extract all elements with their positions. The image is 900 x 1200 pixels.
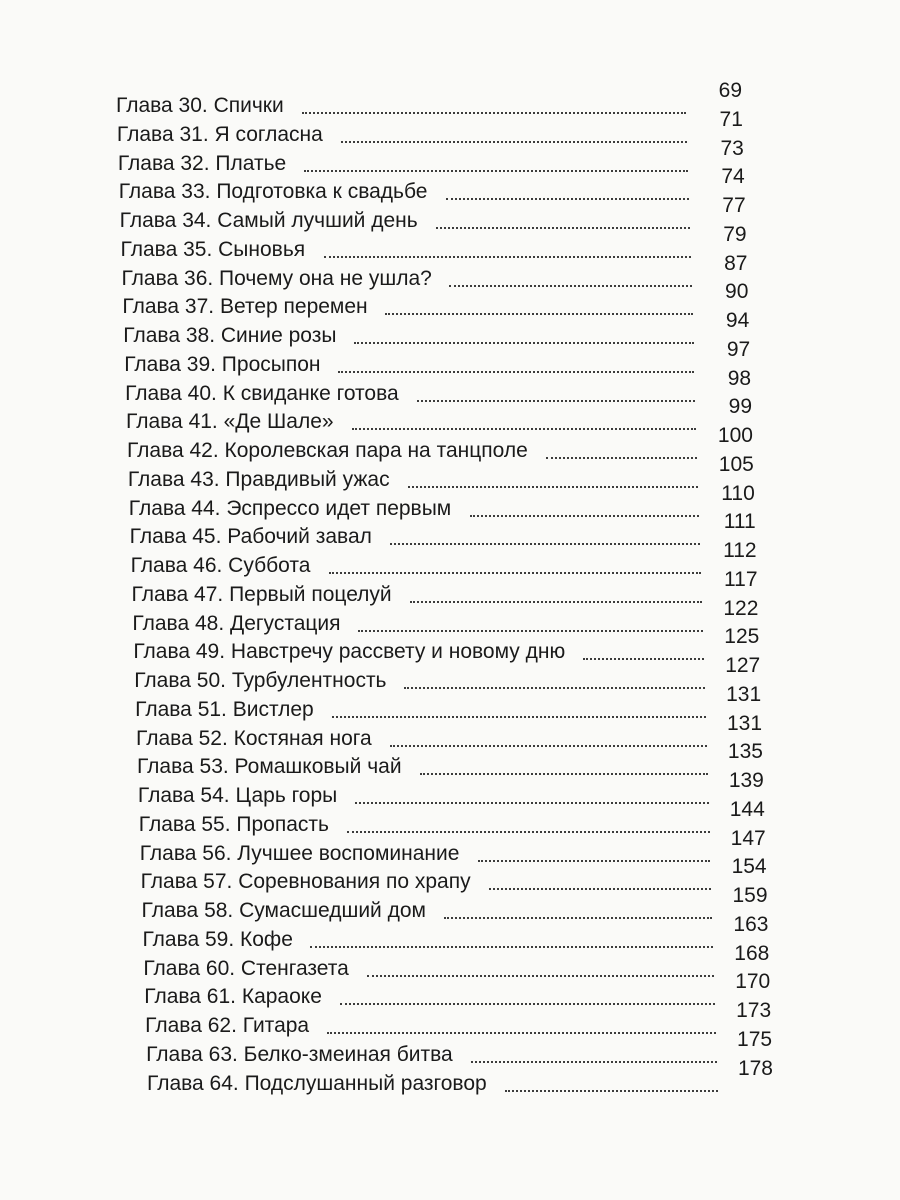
dot-leader [505,1084,718,1092]
chapter-title: Глава 52. Костяная нога [136,726,372,750]
toc-entry [119,194,900,235]
dot-leader [341,135,687,143]
page-number: 170 [735,970,771,994]
chapter-title: Глава 37. Ветер перемен [122,295,368,319]
dot-leader [583,652,704,660]
dot-leader [310,940,713,948]
page-number: 79 [723,222,747,246]
chapter-title: Глава 57. Соревнования по храпу [140,870,471,894]
toc-entry [141,884,900,925]
toc-entry [128,481,900,523]
toc-entry [145,999,900,1040]
page-number: 178 [737,1056,773,1080]
chapter-title: Глава 38. Синие розы [123,324,337,347]
chapter-title: Глава 31. Я согласна [116,122,323,146]
chapter-title: Глава 64. Подслушанный разговор [147,1071,487,1095]
chapter-title: Глава 51. Вистлер [135,697,314,721]
dot-leader [410,595,703,603]
chapter-title: Глава 61. Караоке [144,985,322,1009]
toc-entry [146,1027,900,1069]
toc-entry [126,395,900,436]
dot-leader [446,192,689,200]
toc-entry [136,740,900,781]
chapter-title: Глава 34. Самый лучший день [119,209,418,232]
dot-leader [420,767,708,775]
dot-leader [329,566,701,574]
page-number: 144 [729,797,765,821]
dot-leader [385,307,692,315]
page-number: 125 [724,625,760,649]
page-number: 73 [720,136,744,160]
chapter-title: Глава 32. Платье [117,151,287,175]
toc-entry [120,222,900,264]
dot-leader [408,480,698,488]
page-number: 175 [737,1027,773,1051]
dot-leader [471,1055,717,1063]
toc-entry [134,654,900,695]
page-number: 74 [721,165,745,189]
dot-leader [478,854,711,862]
chapter-title: Глава 46. Суббота [130,554,311,577]
toc-entry [124,337,900,379]
page-number: 159 [732,884,768,907]
toc-entry [125,366,900,408]
chapter-title: Глава 41. «Де Шале» [126,410,334,434]
toc-entry [118,165,900,206]
toc-entry [133,625,900,666]
toc-entry [131,567,900,609]
dot-leader [404,681,705,689]
dot-leader [390,739,707,747]
page-number: 127 [725,654,761,677]
chapter-title: Глава 58. Сумасшедший дом [141,899,426,922]
page-number: 139 [728,769,764,792]
toc-entry [147,1056,900,1098]
dot-leader [444,911,713,919]
toc-entry [116,107,900,149]
toc-entry [122,280,900,321]
chapter-title: Глава 62. Гитара [145,1014,310,1037]
page-number: 112 [723,539,757,562]
chapter-title: Глава 54. Царь горы [137,784,338,807]
toc-entry [139,826,900,868]
page-number: 94 [725,309,750,332]
chapter-title: Глава 55. Пропасть [138,812,329,836]
dot-leader [470,509,699,517]
toc-entry [140,855,900,896]
chapter-title: Глава 59. Кофе [142,927,293,951]
toc-entry [117,136,900,178]
dot-leader [355,796,709,804]
chapter-title: Глава 53. Ромашковый чай [136,755,402,779]
page-number: 163 [733,912,769,936]
toc-entry [132,596,900,638]
dot-leader [340,997,715,1005]
dot-leader [489,882,712,890]
dot-leader [417,394,695,402]
chapter-title: Глава 43. Правдивый ужас [127,467,390,491]
dot-leader [352,422,696,430]
page-number: 154 [731,855,767,879]
page-number: 99 [728,395,753,419]
toc-entry [143,941,900,983]
toc-entry [126,424,900,465]
dot-leader [347,825,710,833]
chapter-title: Глава 47. Первый поцелуй [131,582,392,606]
dot-leader [304,164,688,172]
dot-leader [338,365,694,373]
dot-leader [390,537,700,545]
chapter-title: Глава 45. Рабочий завал [129,525,372,549]
page-number: 100 [717,424,753,447]
toc-entry [138,797,900,839]
page-number: 105 [718,452,754,476]
chapter-title: Глава 44. Эспрессо идет первым [128,496,452,520]
toc-entry [123,309,900,350]
chapter-title: Глава 56. Лучшее воспоминание [139,841,460,865]
toc-entry [142,912,900,954]
chapter-title: Глава 40. К свиданке готова [125,381,399,405]
page-number: 117 [724,567,758,591]
page-number: 71 [719,107,743,131]
toc-entry [116,79,900,120]
chapter-title: Глава 60. Стенгазета [143,956,349,980]
dot-leader [367,969,714,977]
toc-entry [136,711,900,753]
chapter-title: Глава 63. Белко-змеиная битва [146,1042,453,1066]
dot-leader [324,250,691,258]
page-number: 87 [724,251,748,275]
page-number: 69 [718,79,742,102]
page-number: 90 [725,280,749,304]
dot-leader [354,336,693,344]
dot-leader [436,221,690,229]
page-number: 77 [722,194,746,217]
toc-entry [130,539,900,580]
toc-entry [127,452,900,494]
dot-leader [327,1026,716,1034]
chapter-title: Глава 39. Просыпон [124,352,321,376]
page-number: 131 [726,682,762,706]
chapter-title: Глава 42. Королевская пара на танцполе [126,439,528,462]
page-number: 131 [727,711,763,735]
page-number: 147 [730,826,766,850]
chapter-title: Глава 35. Сыновья [120,237,306,261]
toc-entry [144,970,900,1011]
dot-leader [546,451,697,459]
toc-entry [129,510,900,551]
chapter-title: Глава 49. Навстречу рассвету и новому дню [133,640,566,664]
dot-leader [302,106,686,114]
dot-leader [358,624,703,632]
chapter-title: Глава 33. Подготовка к свадьбе [118,180,428,204]
page-number: 168 [734,941,770,965]
page-number: 135 [727,740,763,764]
page-number: 98 [727,366,752,390]
chapter-title: Глава 36. Почему она не ушла? [121,266,432,290]
toc-entry [137,769,900,810]
toc-entry [135,682,900,724]
page-number: 111 [723,510,756,534]
dot-leader [332,710,706,718]
chapter-title: Глава 50. Турбулентность [134,669,387,692]
dot-leader [449,279,691,287]
chapter-title: Глава 30. Спички [116,94,284,117]
page-number: 97 [726,337,751,361]
page-number: 173 [736,999,772,1022]
page-number: 110 [721,481,755,505]
chapter-title: Глава 48. Дегустация [132,611,341,635]
page-number: 122 [723,596,759,620]
toc-entry [121,251,900,293]
